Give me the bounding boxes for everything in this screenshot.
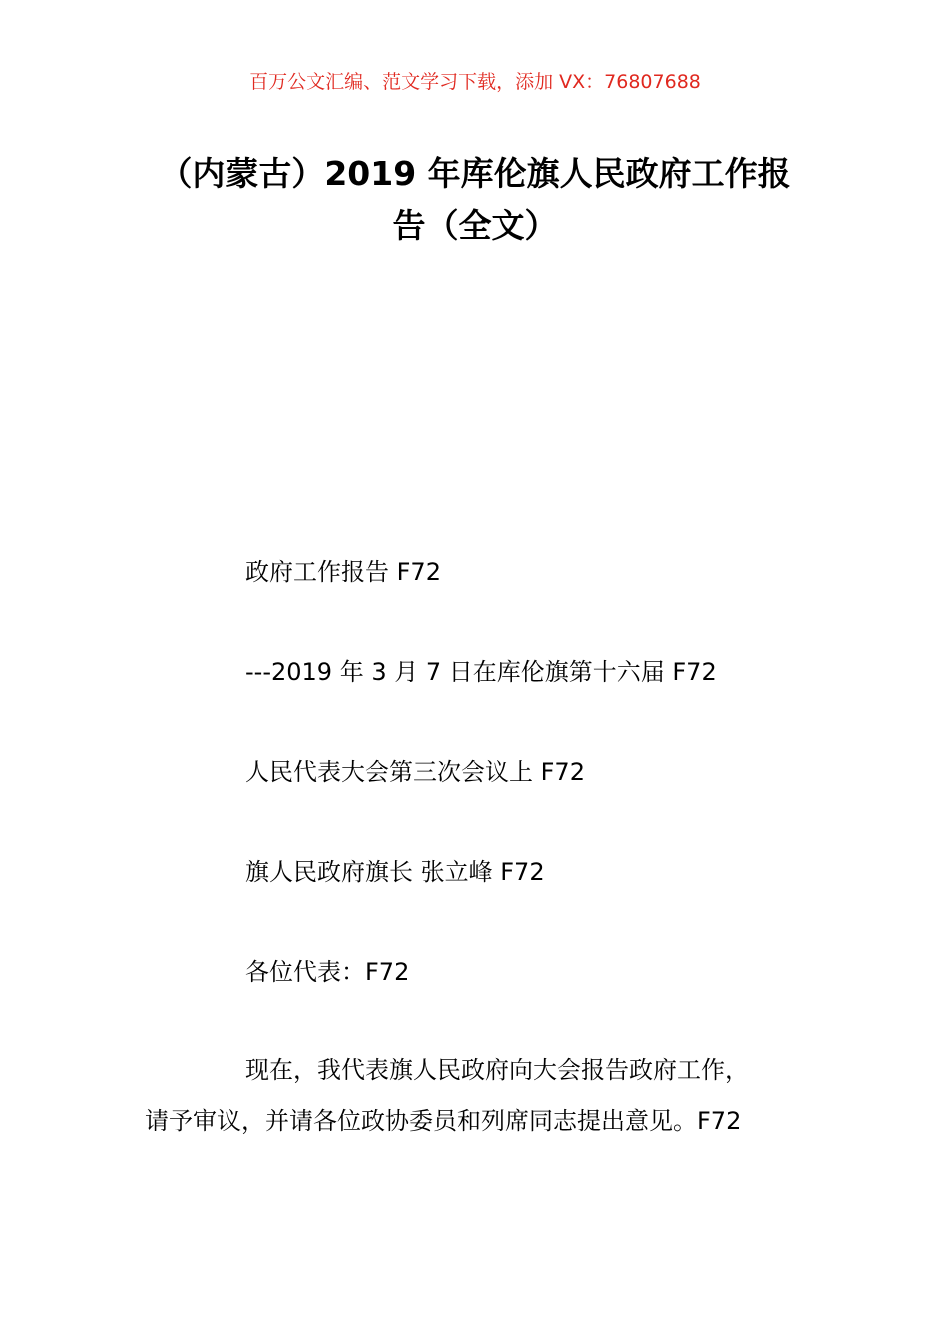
header-note: 百万公文汇编、范文学习下载，添加 VX：76807688 [249, 71, 701, 93]
title-line-2: 告（全文） [392, 206, 558, 245]
report-date-line: ---2019 年 3 月 7 日在库伦旗第十六届 F72 [245, 658, 717, 686]
opening-paragraph [145, 1053, 810, 1138]
report-heading: 政府工作报告 F72 [245, 558, 441, 586]
document-title [140, 148, 810, 252]
title-line-1: （内蒙古）2019 年库伦旗人民政府工作报 [159, 154, 791, 193]
report-speaker-line: 旗人民政府旗长 张立峰 F72 [245, 858, 545, 886]
paragraph-line-1: 现在，我代表旗人民政府向大会报告政府工作， [245, 1056, 749, 1084]
paragraph-line-2: 请予审议，并请各位政协委员和列席同志提出意见。F72 [145, 1107, 742, 1135]
report-meeting-line: 人民代表大会第三次会议上 F72 [245, 758, 585, 786]
salutation: 各位代表：F72 [245, 958, 410, 986]
